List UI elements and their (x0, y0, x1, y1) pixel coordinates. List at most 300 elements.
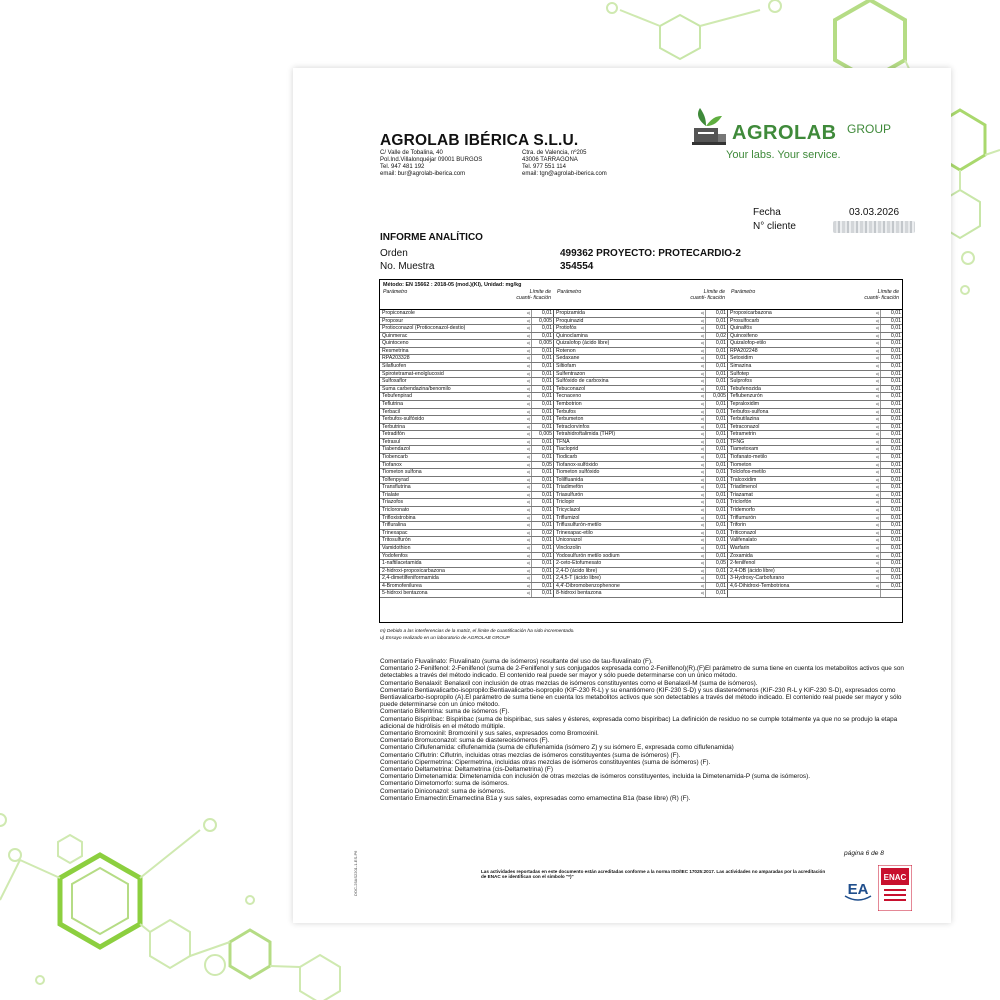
table-cell (728, 545, 902, 552)
limit-value: 0,01 (705, 325, 727, 332)
page-number: página 6 de 8 (844, 850, 884, 857)
table-cell (728, 355, 902, 362)
address-line: 43006 TARRAGONA (522, 157, 578, 163)
comment-line: Comentario Bispiribac: Bispiribac (suma de bispiribac, sus sales y ésteres, expresada como bispiribac) La definición de residuo no se cumple totalmente ya que no se produjo la etapa adicional de hidrólisis en el método múltiple. (380, 715, 899, 730)
accreditation-flag: u) (526, 523, 530, 528)
parameter-name: Tetraclorvinfos (556, 423, 590, 430)
comment-line: Comentario 2-Fenilfenol: 2-Fenilfenol (suma de 2-Fenilfenol y sus conjugados expresada como 2-Fenilfenol)(R).(F)El parámetro de suma tiene en cuenta los metabolitos activos que son detectables a través del método indicado. El contenido real puede ser mayor y sólo puede determinarse con un único método. (380, 665, 906, 680)
limit-value: 0,01 (705, 499, 727, 506)
limit-value: 0,01 (531, 537, 553, 544)
limit-value: 0,01 (705, 515, 727, 522)
table-row (380, 333, 902, 341)
table-row (380, 431, 902, 439)
accreditation-flag: u) (875, 333, 879, 338)
accreditation-flag: u) (700, 591, 704, 596)
limit-value: 0,01 (705, 348, 727, 355)
limit-value: 0,01 (880, 462, 902, 469)
parameter-name: RPA203328 (382, 355, 410, 362)
parameter-name: Zoxamida (730, 552, 753, 559)
table-cell (728, 431, 902, 438)
table-cell (380, 515, 554, 522)
accreditation-flag: u) (875, 326, 879, 331)
accreditation-flag: u) (875, 538, 879, 543)
ea-badge (841, 874, 875, 908)
limit-value: 0,01 (880, 515, 902, 522)
table-row (380, 484, 902, 492)
accreditation-flag: u) (700, 530, 704, 535)
parameter-name: Quizalofop-etilo (730, 340, 767, 347)
limit-value: 0,005 (531, 431, 553, 438)
limit-value: 0,01 (705, 590, 727, 597)
parameter-name: Trinexapac-etilo (556, 529, 593, 536)
limit-value: 0,01 (880, 522, 902, 529)
accreditation-flag: u) (526, 432, 530, 437)
table-cell (728, 515, 902, 522)
accreditation-flag: u) (875, 447, 879, 452)
accreditation-flag: u) (526, 417, 530, 422)
table-row (380, 492, 902, 500)
parameter-name: Propiconazole (382, 310, 415, 316)
table-cell (380, 401, 554, 408)
accreditation-flag: u) (875, 553, 879, 558)
parameter-name: Trialate (382, 491, 400, 498)
table-cell (380, 469, 554, 476)
parameter-name: Trinexapac (382, 529, 408, 536)
accreditation-flag: u) (526, 561, 530, 566)
accreditation-flag: u) (700, 417, 704, 422)
comment-line: Comentario Deltametrina: Deltametrina (cis-Deltametrina) (F) (380, 766, 553, 774)
table-cell (380, 560, 554, 567)
accreditation-flag: u) (700, 333, 704, 338)
limit-value: 0,01 (531, 393, 553, 400)
comment-line: Comentario Fluvalinato: Fluvalinato (suma de isómeros) resultante del uso de tau-fluvalinato (F). (380, 658, 653, 665)
limit-value: 0,01 (531, 401, 553, 408)
parameter-name: Triadimefón (556, 484, 584, 491)
accreditation-flag: u) (875, 318, 879, 323)
accreditation-flag: u) (700, 462, 704, 467)
limit-value: 0,01 (531, 575, 553, 582)
table-cell (380, 386, 554, 393)
limit-value: 0,01 (705, 318, 727, 325)
accreditation-flag: u) (700, 386, 704, 391)
parameter-name: 2,4-dimetilfeniformamida (382, 575, 439, 582)
limit-value: 0,01 (880, 454, 902, 461)
limit-value: 0,01 (880, 477, 902, 484)
limit-header: Límite de cuanti- ficación (516, 289, 551, 301)
limit-value: 0,01 (880, 409, 902, 416)
limit-value: 0,01 (880, 333, 902, 340)
table-row (380, 462, 902, 470)
accreditation-flag: u) (875, 485, 879, 490)
table-cell (728, 318, 902, 325)
table-cell (380, 492, 554, 499)
limit-value: 0,01 (531, 348, 553, 355)
table-cell (380, 325, 554, 332)
accreditation-flag: u) (875, 508, 879, 513)
table-cell (380, 545, 554, 552)
limit-value: 0,01 (531, 310, 553, 317)
column-header (383, 289, 551, 301)
limit-value: 0,01 (880, 507, 902, 514)
limit-value: 0,01 (531, 560, 553, 567)
param-header: Parámetro (557, 289, 582, 295)
accreditation-note: Las actividades reportadas en este documento están acreditadas conforme a la norma ISO/IEC 17025:2017. Las actividades no amparadas por la acreditación de ENAC se identifican con el símbolo "*)" (481, 869, 826, 880)
footnote: m) Debido a las interferencias de la matriz, el límite de cuantificación ha sido incrementado. (380, 629, 575, 634)
table-cell (554, 348, 728, 355)
parameter-name: Valifenalato (730, 537, 757, 544)
parameter-name: Triclopir (556, 499, 575, 506)
parameter-name: Tolilfluanida (556, 476, 584, 483)
parameter-name: Propizamida (556, 310, 585, 316)
accreditation-flag: u) (700, 485, 704, 490)
table-cell (728, 590, 902, 597)
limit-value: 0,01 (705, 439, 727, 446)
accreditation-flag: u) (526, 462, 530, 467)
parameter-name: Tralcoxidim (730, 476, 757, 483)
parameter-name: Rotenon (556, 347, 576, 354)
table-cell (380, 333, 554, 340)
table-cell (554, 386, 728, 393)
table-cell (380, 568, 554, 575)
limit-value: 0,01 (705, 553, 727, 560)
parameter-name: Terbutilazina (730, 416, 760, 423)
limit-value: 0,01 (880, 499, 902, 506)
parameter-name: Uniconazol (556, 537, 582, 544)
parameter-name: Sulfóxido de carboxina (556, 378, 609, 385)
accreditation-flag: u) (700, 424, 704, 429)
table-cell (728, 386, 902, 393)
parameter-name: Tebufenozida (730, 385, 761, 392)
limit-value: 0,01 (880, 424, 902, 431)
accreditation-flag: u) (700, 508, 704, 513)
logo-wordmark: AGROLAB (732, 122, 837, 144)
accreditation-flag: u) (526, 583, 530, 588)
limit-value: 0,01 (880, 492, 902, 499)
parameter-name: Sulfentrazon (556, 370, 586, 377)
table-cell (380, 393, 554, 400)
accreditation-flag: u) (875, 462, 879, 467)
accreditation-flag: u) (526, 386, 530, 391)
parameter-name: TFNG (730, 438, 745, 445)
accreditation-flag: u) (700, 568, 704, 573)
parameter-name: Silafluofen (382, 363, 407, 370)
parameter-name: Tebufenpirad (382, 393, 412, 400)
parameter-name: Terbutrina (382, 423, 406, 430)
accreditation-flag: u) (526, 500, 530, 505)
table-cell (554, 553, 728, 560)
limit-value (880, 590, 902, 597)
parameter-name: 1-naftilacetamida (382, 560, 422, 567)
accreditation-flag: u) (875, 530, 879, 535)
comment-line: Comentario Bifentrina: suma de isómeros (F). (380, 708, 510, 716)
parameter-name: 2-ceto-Etofumesato (556, 560, 602, 567)
limit-value: 0,01 (705, 340, 727, 347)
limit-value: 0,01 (531, 355, 553, 362)
parameter-name: Protioconazol (Protioconazol-destio) (382, 325, 466, 332)
table-cell (554, 439, 728, 446)
limit-value: 0,01 (531, 477, 553, 484)
parameter-name: Transflutrina (382, 484, 411, 491)
parameter-name: Spirotetramat-enolglucosid (382, 370, 444, 377)
limit-value: 0,01 (531, 507, 553, 514)
accreditation-flag: u) (875, 439, 879, 444)
parameter-name: Tricyclazol (556, 507, 581, 514)
accreditation-flag: u) (875, 583, 879, 588)
limit-value: 0,01 (531, 553, 553, 560)
limit-value: 0,01 (880, 583, 902, 590)
table-cell (380, 446, 554, 453)
table-cell (380, 499, 554, 506)
address-line: Tel. 947 481 192 (380, 164, 425, 170)
limit-value: 0,01 (705, 507, 727, 514)
limit-value: 0,01 (531, 568, 553, 575)
parameter-name: Tebuconazol (556, 385, 586, 392)
table-cell (380, 318, 554, 325)
table-cell (728, 484, 902, 491)
accreditation-flag: u) (875, 371, 879, 376)
accreditation-flag: u) (700, 583, 704, 588)
accreditation-flag: u) (875, 515, 879, 520)
table-cell (554, 378, 728, 385)
table-row (380, 424, 902, 432)
accreditation-flag: u) (875, 356, 879, 361)
limit-value: 0,01 (531, 469, 553, 476)
parameter-name: Tiofanato-metilo (730, 453, 768, 460)
accreditation-flag: u) (700, 447, 704, 452)
limit-value: 0,01 (531, 454, 553, 461)
burgos-address (380, 150, 482, 178)
parameter-name: Triflumurón (730, 514, 757, 521)
table-cell (554, 424, 728, 431)
table-cell (554, 393, 728, 400)
limit-value: 0,01 (705, 583, 727, 590)
table-row (380, 454, 902, 462)
parameter-name: Warfarin (730, 544, 750, 551)
parameter-name: Tiobencarb (382, 453, 408, 460)
muestra-label: No. Muestra (380, 261, 435, 272)
accreditation-flag: u) (875, 401, 879, 406)
limit-value: 0,01 (880, 484, 902, 491)
limit-value: 0,01 (880, 348, 902, 355)
column-header (557, 289, 725, 301)
limit-value: 0,01 (705, 575, 727, 582)
table-cell (728, 553, 902, 560)
parameter-name: Tiometon sulfóxido (556, 469, 600, 476)
accreditation-flag: u) (526, 477, 530, 482)
table-row (380, 469, 902, 477)
table-cell (380, 355, 554, 362)
table-cell (554, 363, 728, 370)
table-cell (554, 545, 728, 552)
comment-line: Comentario Benalaxil: Benalaxil con inclusión de otras mezclas de isómeros constituyentes como el Benalaxil-M (suma de isómeros). (380, 679, 758, 687)
limit-value: 0,01 (705, 522, 727, 529)
table-cell (380, 477, 554, 484)
orden-text: 499362 PROYECTO: PROTECARDIO-2 (560, 248, 741, 259)
address-line: email: bur@agrolab-iberica.com (380, 171, 466, 177)
parameter-name: 3-Hydroxy-Carbofurano (730, 575, 785, 582)
limit-value: 0,01 (531, 325, 553, 332)
table-cell (728, 492, 902, 499)
limit-value: 0,01 (531, 363, 553, 370)
parameter-name: Tiodicarb (556, 453, 578, 460)
parameter-name: Resmetrina (382, 347, 409, 354)
table-cell (380, 310, 554, 317)
table-cell (380, 537, 554, 544)
table-row (380, 515, 902, 523)
accreditation-flag: u) (700, 394, 704, 399)
limit-value: 0,01 (880, 545, 902, 552)
table-row (380, 583, 902, 591)
parameter-name: Sulprofos (730, 378, 752, 385)
table-cell (728, 393, 902, 400)
parameter-name: Tiabendazol (382, 446, 411, 453)
address-line: email: tgn@agrolab-iberica.com (522, 171, 607, 177)
parameter-name: 2,4-DB (ácido libre) (730, 567, 775, 574)
accreditation-flag: u) (700, 439, 704, 444)
accreditation-flag: u) (700, 523, 704, 528)
limit-value: 0,01 (705, 386, 727, 393)
comment-line: Comentario Emamectin:Emamectina B1a y sus sales, expresadas como emamectina B1a (base libre) (R) (F). (380, 794, 691, 802)
limit-header: Límite de cuanti- ficación (690, 289, 725, 301)
limit-value: 0,01 (880, 416, 902, 423)
limit-value: 0,01 (880, 469, 902, 476)
accreditation-flag: u) (875, 477, 879, 482)
parameter-name: TFNA (556, 438, 570, 445)
parameter-name: Tolfenpyrad (382, 476, 409, 483)
table-cell (728, 462, 902, 469)
accreditation-flag: u) (700, 318, 704, 323)
table-cell (728, 507, 902, 514)
accreditation-flag: u) (526, 348, 530, 353)
table-row (380, 416, 902, 424)
accreditation-flag: u) (526, 485, 530, 490)
parameter-name: Triazamat (730, 491, 753, 498)
table-cell (554, 409, 728, 416)
parameter-name: 4,6-Dihidroxi-Tembotriona (730, 582, 790, 589)
table-cell (728, 568, 902, 575)
table-cell (554, 416, 728, 423)
limit-value: 0,01 (880, 325, 902, 332)
table-row (380, 348, 902, 356)
table-cell (728, 363, 902, 370)
accreditation-flag: u) (526, 394, 530, 399)
accreditation-flag: u) (875, 454, 879, 459)
accreditation-flag: u) (875, 394, 879, 399)
parameter-name: Suma carbendazina/benomilo (382, 385, 451, 392)
accreditation-flag: u) (526, 371, 530, 376)
limit-value: 0,01 (705, 545, 727, 552)
parameter-name: Siltiofam (556, 363, 576, 370)
accreditation-flag: u) (700, 401, 704, 406)
parameter-name: Triazofos (382, 499, 404, 506)
table-cell (380, 439, 554, 446)
table-cell (554, 499, 728, 506)
limit-value: 0,005 (531, 318, 553, 325)
limit-value: 0,01 (531, 590, 553, 597)
table-cell (728, 499, 902, 506)
limit-value: 0,01 (880, 310, 902, 317)
address-line: C/ Valle de Tobalina, 40 (380, 150, 443, 156)
table-body (380, 309, 902, 598)
table-row (380, 355, 902, 363)
parameter-name: Sulfotep (730, 370, 750, 377)
accreditation-flag: u) (875, 500, 879, 505)
accreditation-flag: u) (700, 492, 704, 497)
param-header: Parámetro (731, 289, 756, 295)
limit-value: 0,01 (705, 431, 727, 438)
table-cell (728, 310, 902, 317)
accreditation-flag: u) (875, 409, 879, 414)
limit-value: 0,01 (531, 583, 553, 590)
table-row (380, 310, 902, 318)
table-cell (554, 431, 728, 438)
table-cell (554, 507, 728, 514)
table-row (380, 568, 902, 576)
table-cell (554, 575, 728, 582)
limit-value: 0,01 (880, 530, 902, 537)
table-row (380, 378, 902, 386)
accreditation-flag: u) (526, 538, 530, 543)
accreditation-flag: u) (700, 364, 704, 369)
parameter-name: Setoxidim (730, 355, 753, 362)
comment-line: Comentario Dimetenamida: Dimetenamida con inclusión de otras mezclas de isómeros constituyentes, incluida la Dimetenamida-P (suma de isómeros). (380, 773, 811, 781)
limit-value: 0,01 (705, 424, 727, 431)
table-cell (728, 439, 902, 446)
table-cell (728, 378, 902, 385)
accreditation-flag: u) (700, 538, 704, 543)
accreditation-flag: u) (526, 401, 530, 406)
accreditation-flag: u) (526, 409, 530, 414)
parameter-name: Triclorfón (730, 499, 752, 506)
parameter-name: Vinclozolin (556, 544, 581, 551)
accreditation-flag: u) (700, 371, 704, 376)
redacted-client-number (833, 221, 915, 233)
address-line: Pol.Ind.Villalonquéjar 09001 BURGOS (380, 157, 483, 163)
parameter-name: Tiofanox-sulfóxido (556, 461, 598, 468)
parameter-name: Terbufos-sulfona (730, 408, 769, 415)
table-cell (554, 454, 728, 461)
limit-value: 0,01 (880, 553, 902, 560)
limit-value: 0,01 (531, 378, 553, 385)
footnote: u) Ensayo realizado en un laboratorio de AGROLAB GROUP (380, 636, 510, 641)
limit-value: 0,01 (531, 545, 553, 552)
accreditation-flag: u) (526, 341, 530, 346)
limit-value: 0,01 (880, 537, 902, 544)
parameter-name: Tiometon (730, 461, 752, 468)
report-sheet (293, 68, 951, 923)
accreditation-flag: u) (700, 409, 704, 414)
table-cell (380, 454, 554, 461)
parameter-name: Sedaxane (556, 355, 580, 362)
table-cell (728, 454, 902, 461)
accreditation-flag: u) (875, 348, 879, 353)
comment-line: Comentario Bromuconazol: suma de diastereoisómeros (F). (380, 737, 550, 745)
table-row (380, 499, 902, 507)
orden-label: Orden (380, 248, 408, 259)
accreditation-flag: u) (875, 470, 879, 475)
column-header (731, 289, 899, 301)
cliente-label: N° cliente (753, 221, 796, 232)
parameter-name: Tembotrion (556, 400, 582, 407)
parameter-name: Tetradifón (382, 431, 405, 438)
parameter-name: Tiofanox (382, 461, 402, 468)
report-title: INFORME ANALÍTICO (380, 232, 483, 243)
table-row (380, 530, 902, 538)
accreditation-flag: u) (526, 454, 530, 459)
table-cell (554, 318, 728, 325)
table-cell (380, 590, 554, 597)
limit-value: 0,01 (705, 568, 727, 575)
